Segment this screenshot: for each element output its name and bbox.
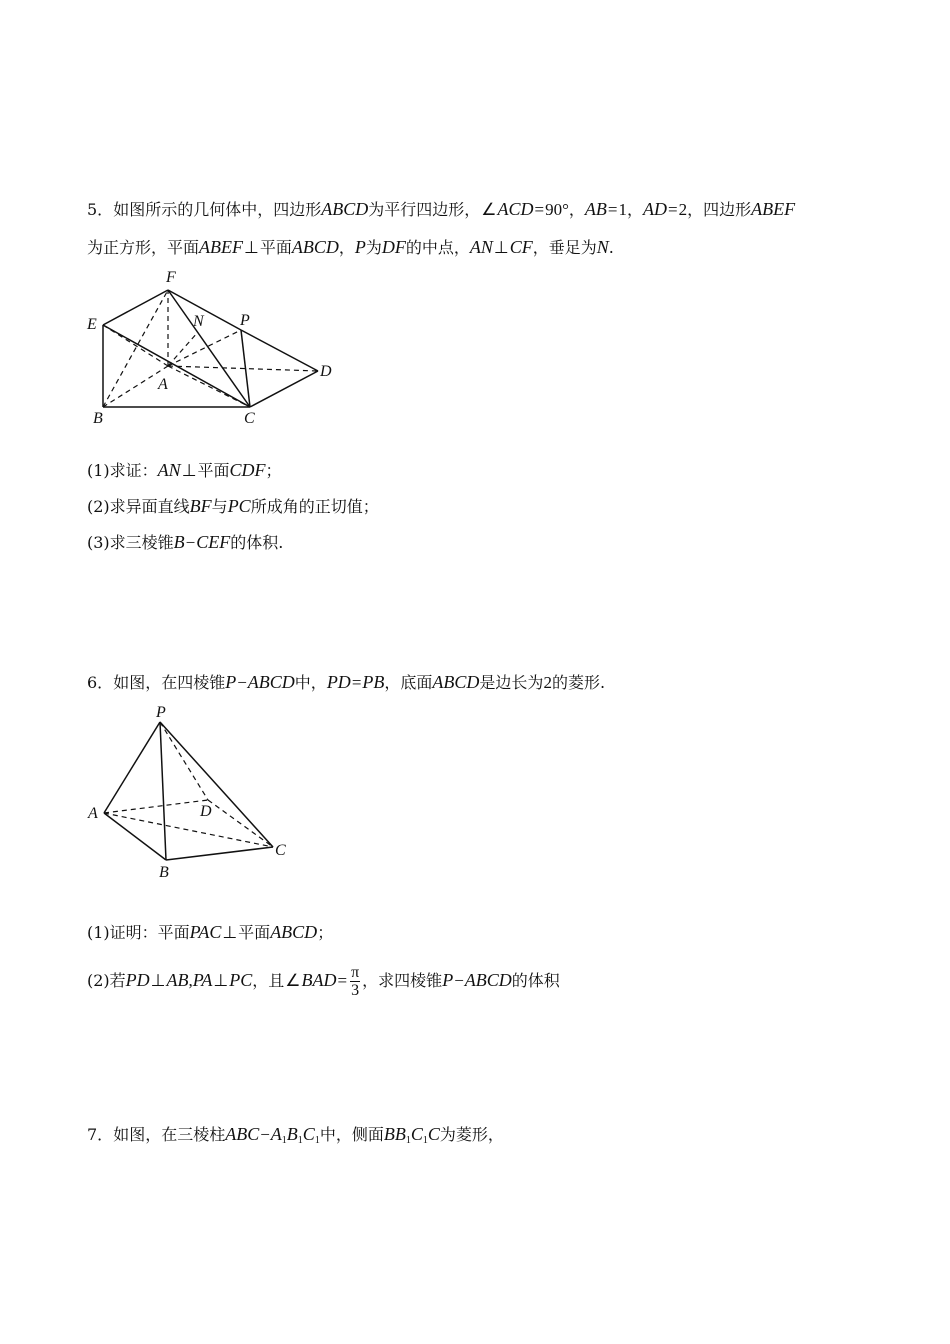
- label-E: E: [87, 316, 97, 333]
- q5-subquestion-2: (2)求异面直线BF与PC所成角的正切值；: [87, 496, 379, 516]
- edge-PA: [104, 722, 160, 813]
- edge-PB: [160, 722, 166, 860]
- q5-statement-line-1: 5．如图所示的几何体中，四边形ABCD为平行四边形，∠ACD=90°，AB=1，AD=2，四边形ABEF: [87, 199, 796, 219]
- edge-CD: [250, 371, 318, 407]
- q6-subquestion-1: (1)证明：平面PAC⊥平面ABCD；: [87, 922, 334, 942]
- q6-pyramid-figure: [82, 700, 297, 885]
- q5-subquestion-1: (1)求证：AN⊥平面CDF；: [87, 460, 282, 480]
- label-C: C: [244, 410, 255, 427]
- label-A: A: [158, 376, 168, 393]
- edge-AP: [168, 330, 241, 366]
- edge-AN: [168, 332, 198, 366]
- label-B: B: [159, 864, 169, 881]
- label-P: P: [240, 312, 250, 329]
- edge-PD: [160, 722, 208, 800]
- edge-AE: [103, 325, 168, 366]
- q6-subquestion-2: (2)若PD⊥AB,PA⊥PC，且∠BAD= $\frac{\pi}{3}$ ，求四棱锥P−ABCD的体积: [87, 964, 560, 999]
- q5-statement-line-2: 为正方形，平面ABEF⊥平面ABCD，P为DF的中点，AN⊥CF，垂足为N.: [87, 237, 614, 257]
- label-B: B: [93, 410, 103, 427]
- pi-over-3-fraction: $\frac{\pi}{3}$: [351, 964, 360, 999]
- q5-subquestion-3: (3)求三棱锥B−CEF的体积.: [87, 532, 284, 552]
- label-F: F: [166, 269, 176, 286]
- q5-geometry-figure: [80, 262, 350, 434]
- edge-AD: [168, 366, 318, 371]
- label-D: D: [320, 363, 332, 380]
- edge-BC: [166, 847, 273, 860]
- label-D: D: [200, 803, 212, 820]
- edge-EC: [103, 325, 250, 407]
- edge-AB: [104, 813, 166, 860]
- edge-FP: [168, 290, 241, 330]
- edge-PD: [241, 330, 318, 371]
- label-A: A: [88, 805, 98, 822]
- label-C: C: [275, 842, 286, 859]
- edge-AD: [104, 800, 208, 813]
- edge-FC: [168, 290, 250, 407]
- q7-statement-line-1: 7．如图，在三棱柱$ABC-A_1B_1C_1$中，侧面$BB_1C_1C$为菱形，: [87, 1124, 504, 1146]
- q6-statement-line-1: 6．如图，在四棱锥P−ABCD中，PD=PB，底面ABCD是边长为2的菱形.: [87, 672, 606, 692]
- edge-EF: [103, 290, 168, 325]
- label-P: P: [156, 704, 166, 721]
- label-N: N: [193, 313, 204, 330]
